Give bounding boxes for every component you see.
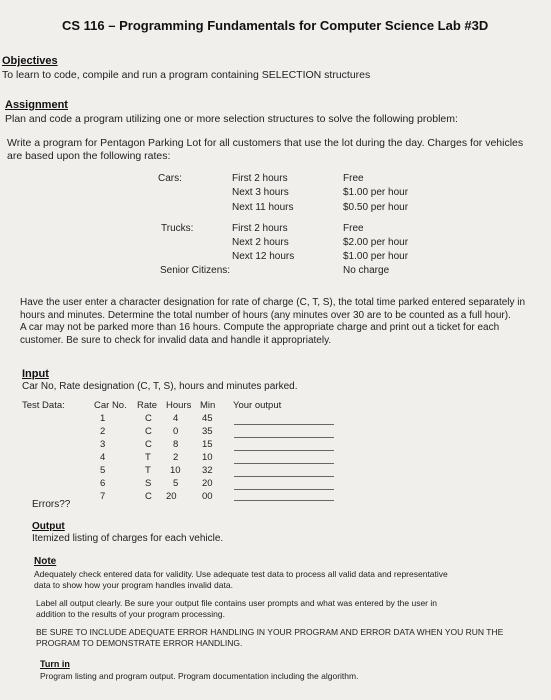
cars-charge-1: Free <box>343 173 364 184</box>
cars-period-1: First 2 hours <box>232 173 288 184</box>
cars-label: Cars: <box>158 173 182 184</box>
trucks-charge-2: $2.00 per hour <box>343 237 409 248</box>
input-heading: Input <box>22 368 49 380</box>
turnin-text: Program listing and program output. Program documentation including the algorithm. <box>40 671 359 681</box>
header-car-no: Car No. <box>94 400 127 411</box>
output-line-5 <box>234 476 334 477</box>
page-title: CS 116 – Programming Fundamentals for Computer Science Lab #3D <box>62 18 489 33</box>
trucks-charge-3: $1.00 per hour <box>343 251 409 262</box>
table-row-5-car: 5 <box>100 465 106 476</box>
table-row-5-hours: 10 <box>170 465 181 476</box>
table-row-5-rate: T <box>145 465 151 476</box>
test-data-label: Test Data: <box>22 400 65 411</box>
input-text: Car No, Rate designation (C, T, S), hours and minutes parked. <box>22 381 298 392</box>
trucks-label: Trucks: <box>161 223 194 234</box>
table-row-4-hours: 2 <box>173 452 179 463</box>
table-row-6-car: 6 <box>100 478 106 489</box>
cars-period-2: Next 3 hours <box>232 187 289 198</box>
errors-label: Errors?? <box>32 499 71 510</box>
note-p2a: Label all output clearly. Be sure your output file contains user prompts and what was entered by the user in <box>36 598 437 608</box>
output-line-3 <box>234 450 334 451</box>
table-row-1-car: 1 <box>100 413 106 424</box>
table-row-4-rate: T <box>145 452 151 463</box>
output-line-1 <box>234 424 334 425</box>
assignment-text-2b: are based upon the following rates: <box>7 150 171 162</box>
cars-charge-3: $0.50 per hour <box>343 202 409 213</box>
objectives-text: To learn to code, compile and run a program containing SELECTION structures <box>2 69 371 81</box>
output-line-6 <box>234 489 334 490</box>
table-row-3-min: 15 <box>202 439 213 450</box>
cars-charge-2: $1.00 per hour <box>343 187 409 198</box>
trucks-period-1: First 2 hours <box>232 223 288 234</box>
header-min: Min <box>200 400 216 411</box>
table-row-6-hours: 5 <box>173 478 179 489</box>
header-your-output: Your output <box>233 400 282 411</box>
table-row-5-min: 32 <box>202 465 213 476</box>
table-row-1-min: 45 <box>202 413 213 424</box>
note-p3a: BE SURE TO INCLUDE ADEQUATE ERROR HANDLING IN YOUR PROGRAM AND ERROR DATA WHEN YOU RUN THE <box>36 627 504 637</box>
output-line-2 <box>234 437 334 438</box>
table-row-3-car: 3 <box>100 439 106 450</box>
header-rate: Rate <box>137 400 158 411</box>
table-row-3-hours: 8 <box>173 439 179 450</box>
cars-period-3: Next 11 hours <box>232 202 294 213</box>
trucks-period-2: Next 2 hours <box>232 237 289 248</box>
assignment-text-2a: Write a program for Pentagon Parking Lot for all customers that use the lot during the day. Charges for vehicles <box>7 137 524 149</box>
table-row-7-hours: 20 <box>166 491 177 502</box>
note-heading: Note <box>34 556 57 567</box>
table-row-2-min: 35 <box>202 426 213 437</box>
table-row-6-min: 20 <box>202 478 213 489</box>
trucks-period-3: Next 12 hours <box>232 251 295 262</box>
table-row-4-car: 4 <box>100 452 106 463</box>
description-line-3: A car may not be parked more than 16 hours. Compute the appropriate charge and print out a ticket for each <box>20 322 500 333</box>
turnin-heading: Turn in <box>40 659 70 669</box>
table-row-7-min: 00 <box>202 491 213 502</box>
output-line-7 <box>234 500 334 501</box>
table-row-2-car: 2 <box>100 426 106 437</box>
assignment-text-1: Plan and code a program utilizing one or more selection structures to solve the following problem: <box>5 113 458 125</box>
table-row-3-rate: C <box>145 439 152 450</box>
trucks-charge-1: Free <box>343 223 364 234</box>
output-line-4 <box>234 463 334 464</box>
description-line-2: hours and minutes. Determine the total number of hours (any minutes over 30 are to be counted as a full hour). <box>20 310 511 321</box>
note-p1a: Adequately check entered data for validity. Use adequate test data to process all valid data and representative <box>34 569 448 579</box>
table-row-6-rate: S <box>145 478 152 489</box>
note-p1b: data to show how your program handles invalid data. <box>34 580 233 590</box>
seniors-charge: No charge <box>343 265 390 276</box>
assignment-heading: Assignment <box>5 99 68 111</box>
objectives-heading: Objectives <box>2 55 58 67</box>
table-row-4-min: 10 <box>202 452 213 463</box>
note-p2b: addition to the results of your program processing. <box>36 609 225 619</box>
table-row-2-hours: 0 <box>173 426 179 437</box>
table-row-1-rate: C <box>145 413 152 424</box>
output-text: Itemized listing of charges for each vehicle. <box>32 533 224 544</box>
table-row-1-hours: 4 <box>173 413 179 424</box>
description-line-1: Have the user enter a character designation for rate of charge (C, T, S), the total time parked entered separately in <box>20 297 526 308</box>
header-hours: Hours <box>166 400 192 411</box>
table-row-7-car: 7 <box>100 491 106 502</box>
seniors-label: Senior Citizens: <box>160 265 231 276</box>
note-p3b: PROGRAM TO DEMONSTRATE ERROR HANDLING. <box>36 638 243 648</box>
description-line-4: customer. Be sure to check for invalid data and handle it appropriately. <box>20 335 332 346</box>
table-row-2-rate: C <box>145 426 152 437</box>
table-row-7-rate: C <box>145 491 152 502</box>
output-heading: Output <box>32 521 65 532</box>
